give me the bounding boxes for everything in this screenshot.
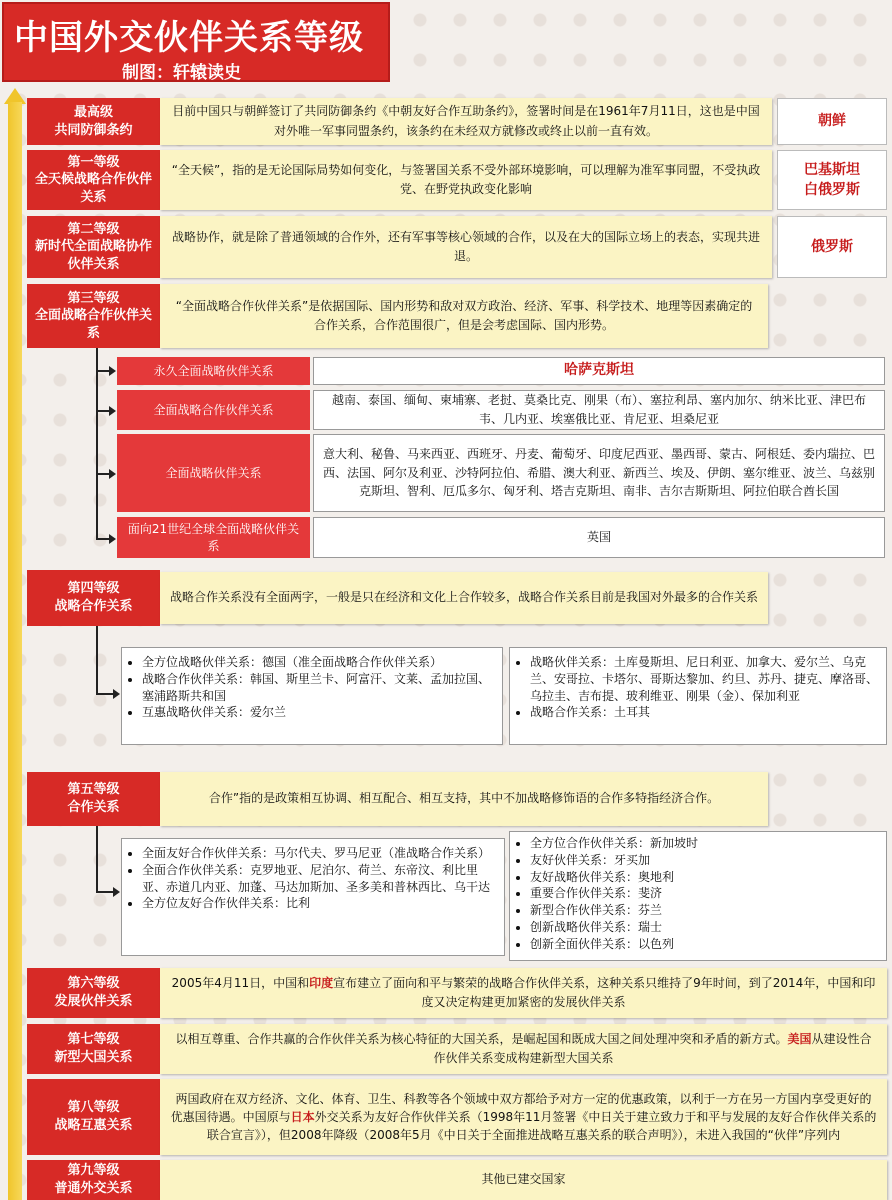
level-top-name: 最高级 共同防御条约 xyxy=(54,104,133,138)
level-8-label xyxy=(27,1079,160,1155)
list-item: • 重要合作伙伴关系：斐济 xyxy=(530,885,878,902)
level-5-right-list xyxy=(509,831,887,961)
arrow-right-icon xyxy=(113,689,120,699)
arrow-right-icon xyxy=(113,887,120,897)
level-5-bracket xyxy=(96,826,98,892)
level-8-name: 第八等级 战略互惠关系 xyxy=(54,1100,133,1133)
desc-text: 从建设性合作伙伴关系变成构建新型大国关系 xyxy=(433,1031,872,1065)
level-3-sub-label: 全面战略合作伙伴关系 xyxy=(117,390,310,430)
level-5-desc: 合作”指的是政策相互协调、相互配合、相互支持，其中不加战略修饰语的合作多特指经济合作。 xyxy=(160,772,768,826)
list-item: • 全面合作伙伴关系：克罗地亚、尼泊尔、荷兰、东帝汶、利比里亚、赤道几内亚、加蓬、马达加斯加、圣多美和普林西比、乌干达 xyxy=(142,862,496,896)
arrow-right-icon xyxy=(109,534,116,544)
level-2-label xyxy=(27,216,160,278)
level-3-sub-value: 越南、泰国、缅甸、柬埔寨、老挝、莫桑比克、刚果（布）、塞拉利昂、塞内加尔、纳米比亚、津巴布韦、几内亚、埃塞俄比亚、肯尼亚、坦桑尼亚 xyxy=(313,390,885,430)
page-title: 中国外交伙伴关系等级 xyxy=(14,18,364,58)
level-1-countries-text: 巴基斯坦 白俄罗斯 xyxy=(804,161,860,198)
level-8-desc-text xyxy=(170,1090,877,1144)
desc-text: 外交关系为友好合作伙伴关系（1998年11月签署《中日关于建立致力于和平与发展的友好合作伙伴关系的联合宣言》），但2008年降级（2008年5月《中日关于全面推进战略互惠关系的联合声明》），未进入我国的“伙伴”序列内 xyxy=(206,1110,877,1142)
desc-text: 以相互尊重、合作共赢的合作伙伴关系为核心特征的大国关系，是崛起国和既成大国之间处理冲突和矛盾的新方式。 xyxy=(175,1031,788,1046)
arrow-right-icon xyxy=(109,366,116,376)
list-item: • 战略合作伙伴关系：韩国、斯里兰卡、阿富汗、文莱、孟加拉国、塞浦路斯共和国 xyxy=(142,671,494,705)
bracket-line xyxy=(96,538,110,540)
level-3-name: 第三等级 全面战略合作伙伴关系 xyxy=(34,290,152,341)
rank-axis-bar xyxy=(8,102,22,1200)
level-3-sub-value: 哈萨克斯坦 xyxy=(313,357,885,385)
list-item: • 友好伙伴关系：牙买加 xyxy=(530,852,878,869)
level-2-countries-text: 俄罗斯 xyxy=(811,238,853,255)
level-6-label xyxy=(27,968,160,1018)
list-item: • 全方位友好合作伙伴关系：比利 xyxy=(142,895,496,912)
desc-text: 宣布建立了面向和平与繁荣的战略合作伙伴关系，这种关系只维持了9年时间，到了2014年，中国和印度又决定构建更加紧密的发展伙伴关系 xyxy=(333,975,876,1009)
list-item: • 战略伙伴关系：土库曼斯坦、尼日利亚、加拿大、爱尔兰、乌克兰、安哥拉、卡塔尔、哥斯达黎加、约旦、苏丹、捷克、摩洛哥、乌拉圭、吉布提、玻利维亚、刚果（金）、保加利亚 xyxy=(530,654,878,704)
level-3-sub-label: 面向21世纪全球全面战略伙伴关系 xyxy=(117,517,310,558)
list-item: • 全方位战略伙伴关系：德国（准全面战略合作伙伴关系） xyxy=(142,654,494,671)
level-1-countries xyxy=(777,150,887,210)
bracket-line xyxy=(96,410,110,412)
level-3-sub-value: 英国 xyxy=(313,517,885,558)
level-1-name: 第一等级 全天候战略合作伙伴关系 xyxy=(34,154,152,205)
list-item: • 全面友好合作伙伴关系：马尔代夫、罗马尼亚（准战略合作关系） xyxy=(142,845,496,862)
level-3-sub-value: 意大利、秘鲁、马来西亚、西班牙、丹麦、葡萄牙、印度尼西亚、墨西哥、蒙古、阿根廷、委内瑞拉、巴西、法国、阿尔及利亚、沙特阿拉伯、希腊、澳大利亚、新西兰、埃及、伊朗、塞尔维亚、波兰、乌兹别克斯坦、智利、厄瓜多尔、匈牙利、塔吉克斯坦、南非、吉尔吉斯斯坦、阿拉伯联合酋长国 xyxy=(313,434,885,512)
arrow-right-icon xyxy=(109,469,116,479)
list-item: • 友好战略伙伴关系：奥地利 xyxy=(530,869,878,886)
level-1-label xyxy=(27,150,160,210)
bracket-line xyxy=(96,370,110,372)
level-4-desc: 战略合作关系没有全面两字，一般是只在经济和文化上合作较多，战略合作关系目前是我国对外最多的合作关系 xyxy=(160,572,768,624)
list-item: • 互惠战略伙伴关系：爱尔兰 xyxy=(142,704,494,721)
level-3-sub-label: 全面战略伙伴关系 xyxy=(117,434,310,512)
desc-text: 2005年4月11日，中国和 xyxy=(171,975,310,990)
bracket-line xyxy=(96,473,110,475)
highlight-country: 美国 xyxy=(787,1031,812,1046)
level-7-label xyxy=(27,1024,160,1074)
level-1-desc: “全天候”，指的是无论国际局势如何变化，与签署国关系不受外部环境影响，可以理解为准军事同盟，不受执政党、在野党执政变化影响 xyxy=(160,150,772,210)
list-item: • 创新战略伙伴关系：瑞士 xyxy=(530,919,878,936)
highlight-country: 日本 xyxy=(290,1110,315,1124)
level-4-right-list xyxy=(509,647,887,745)
bracket-line xyxy=(96,891,114,893)
level-4-left-list xyxy=(121,647,503,745)
list-item: • 新型合作伙伴关系：芬兰 xyxy=(530,902,878,919)
level-top-desc: 目前中国只与朝鲜签订了共同防御条约《中朝友好合作互助条约》，签署时间是在1961年7月11日，这也是中国对外唯一军事同盟条约，该条约在未经双方就修改或终止以前一直有效。 xyxy=(160,98,772,145)
level-5-name: 第五等级 合作关系 xyxy=(67,782,120,815)
level-4-label xyxy=(27,570,160,626)
level-3-sub-label: 永久全面战略伙伴关系 xyxy=(117,357,310,385)
level-7-desc-text xyxy=(170,1030,877,1068)
list-item: • 全方位合作伙伴关系：新加坡时 xyxy=(530,835,878,852)
page-subtitle: 制图：轩辕读史 xyxy=(122,63,241,83)
level-4-bracket xyxy=(96,626,98,694)
level-2-countries xyxy=(777,216,887,278)
highlight-country: 印度 xyxy=(309,975,334,990)
desc-text: 两国政府在双方经济、文化、体育、卫生、科教等各个领域中双方都给予对方一定的优惠政策，以利于一方在另一方国内享受更好的优惠国待遇。中国原与 xyxy=(170,1092,872,1124)
level-4-name: 第四等级 战略合作关系 xyxy=(54,581,133,614)
level-5-left-list xyxy=(121,838,505,956)
arrow-right-icon xyxy=(109,406,116,416)
level-7-desc xyxy=(160,1024,887,1074)
level-2-name: 第二等级 新时代全面战略协作伙伴关系 xyxy=(34,221,152,272)
level-top-label xyxy=(27,98,160,145)
level-6-name: 第六等级 发展伙伴关系 xyxy=(54,976,133,1009)
level-5-label xyxy=(27,772,160,826)
level-6-desc-text xyxy=(170,974,877,1012)
level-3-label xyxy=(27,284,160,348)
level-top-countries xyxy=(777,98,887,145)
level-6-desc xyxy=(160,968,887,1018)
bracket-line xyxy=(96,693,114,695)
level-9-desc: 其他已建交国家 xyxy=(160,1160,887,1200)
level-9-label xyxy=(27,1160,160,1200)
list-item: • 战略合作关系：土耳其 xyxy=(530,704,878,721)
level-7-name: 第七等级 新型大国关系 xyxy=(54,1032,133,1065)
level-2-desc: 战略协作，就是除了普通领域的合作外，还有军事等核心领域的合作，以及在大的国际立场上的表态，实现共进退。 xyxy=(160,216,772,278)
list-item: • 创新全面伙伴关系：以色列 xyxy=(530,936,878,953)
level-top-countries-text: 朝鲜 xyxy=(818,113,846,130)
title-banner xyxy=(2,2,390,82)
level-9-name: 第九等级 普通外交关系 xyxy=(54,1163,133,1196)
level-3-desc: “全面战略合作伙伴关系”是依据国际、国内形势和敌对双方政治、经济、军事、科学技术、地理等因素确定的合作关系，合作范围很广，但是会考虑国际、国内形势。 xyxy=(160,284,768,348)
level-3-bracket xyxy=(96,348,98,540)
level-8-desc xyxy=(160,1079,887,1155)
